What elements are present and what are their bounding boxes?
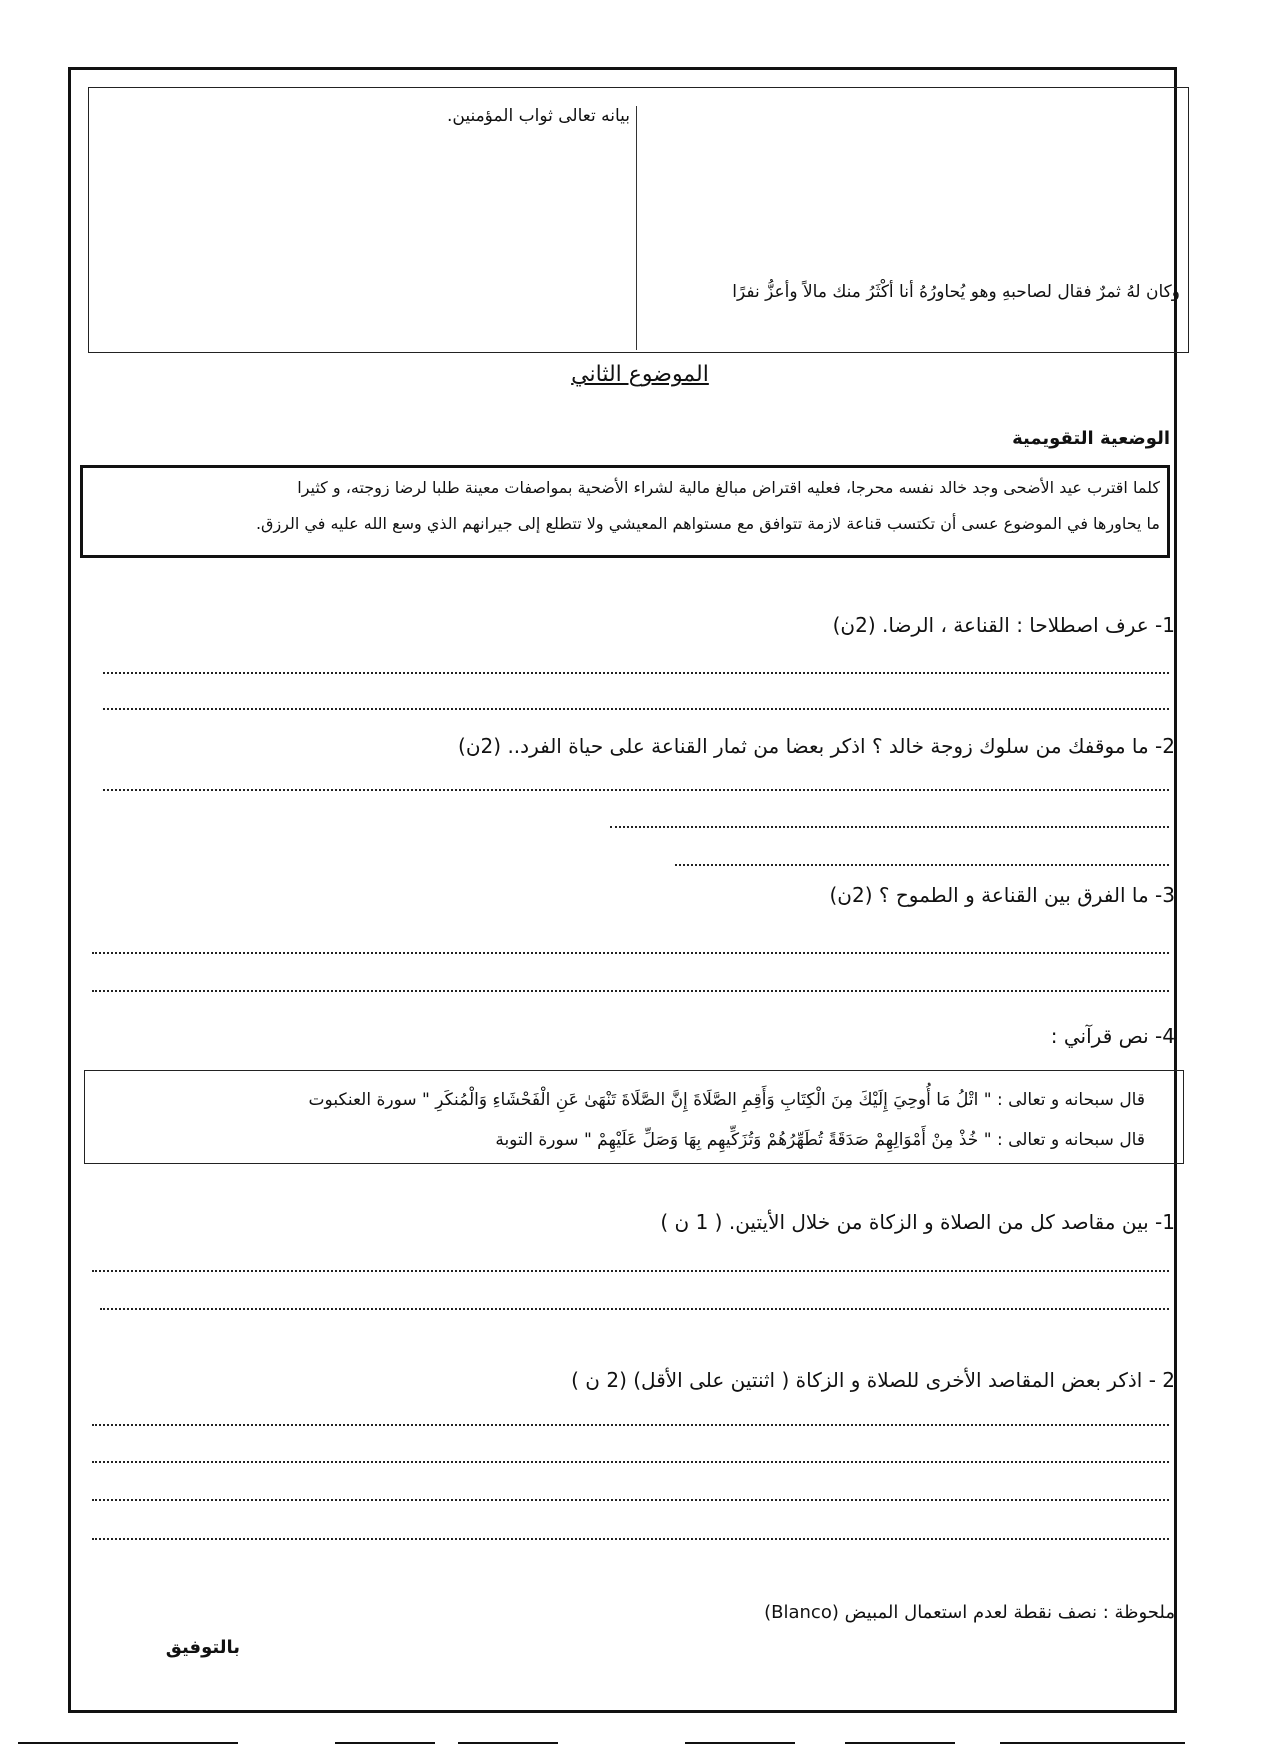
verse-1: قال سبحانه و تعالى : " اتْلُ مَا أُوحِيَ إِلَيْكَ مِنَ الْكِتَابِ وَأَقِمِ الصَّلَاةَ إِنَّ الصَّلَاةَ تَنْهَىٰ عَنِ الْفَحْشَاءِ وَالْمُنكَرِ " سورة العنكبوت (308, 1090, 1145, 1110)
answer-line (92, 1499, 1169, 1501)
top-box-divider (636, 106, 637, 350)
answer-line (100, 1308, 1169, 1310)
verse-2: قال سبحانه و تعالى : " خُذْ مِنْ أَمْوَالِهِمْ صَدَقَةً تُطَهِّرُهُمْ وَتُزَكِّيهِم بِهَا وَصَلِّ عَلَيْهِمْ " سورة التوبة (495, 1130, 1145, 1150)
answer-line (92, 1461, 1169, 1463)
top-box (88, 87, 1189, 353)
question-2: 2- ما موقفك من سلوك زوجة خالد ؟ اذكر بعضا من ثمار القناعة على حياة الفرد.. (2ن) (458, 734, 1175, 758)
answer-line (675, 864, 1169, 866)
answer-line (92, 1538, 1169, 1540)
answer-line (103, 672, 1169, 674)
answer-line (610, 826, 1169, 828)
bottom-rule (18, 1742, 238, 1744)
answer-line (103, 789, 1169, 791)
subject-title: الموضوع الثاني (571, 362, 709, 387)
answer-line (103, 708, 1169, 710)
note: ملحوظة : نصف نقطة لعدم استعمال المبيض (Blanco) (764, 1602, 1175, 1623)
answer-line (92, 1270, 1169, 1272)
top-box-left-text: بيانه تعالى ثواب المؤمنين. (446, 106, 630, 126)
situation-line-2: ما يحاورها في الموضوع عسى أن تكتسب قناعة لازمة تتوافق مع مستواهم المعيشي ولا تتطلع إلى جيرانهم الذي وسع الله عليه في الرزق. (255, 514, 1160, 533)
bottom-rule (685, 1742, 795, 1744)
top-box-right-text: وكان لهُ ثمرٌ فقال لصاحبهِ وهو يُحاورُهُ أنا أكْثَرُ منك مالاً وأعزُّ نفرًا (732, 282, 1180, 302)
subquestion-2: 2 - اذكر بعض المقاصد الأخرى للصلاة و الزكاة ( اثنتين على الأقل) (2 ن ) (571, 1368, 1175, 1392)
answer-line (92, 990, 1169, 992)
closing: بالتوفيق (165, 1637, 240, 1658)
subquestion-1: 1- بين مقاصد كل من الصلاة و الزكاة من خلال الأيتين. ( 1 ن ) (660, 1210, 1175, 1234)
situation-line-1: كلما اقترب عيد الأضحى وجد خالد نفسه محرجا، فعليه اقتراض مبالغ مالية لشراء الأضحية بمواصفات معينة طلبا لرضا زوجته، و كثيرا (297, 478, 1160, 497)
question-4: 4- نص قرآني : (1050, 1024, 1175, 1048)
bottom-rule (335, 1742, 435, 1744)
answer-line (92, 952, 1169, 954)
situation-label: الوضعية التقويمية (1012, 428, 1170, 449)
bottom-rule (1000, 1742, 1185, 1744)
bottom-rule (458, 1742, 558, 1744)
answer-line (92, 1424, 1169, 1426)
question-1: 1- عرف اصطلاحا : القناعة ، الرضا. (2ن) (832, 613, 1175, 637)
question-3: 3- ما الفرق بين القناعة و الطموح ؟ (2ن) (829, 883, 1175, 907)
bottom-rule (845, 1742, 955, 1744)
